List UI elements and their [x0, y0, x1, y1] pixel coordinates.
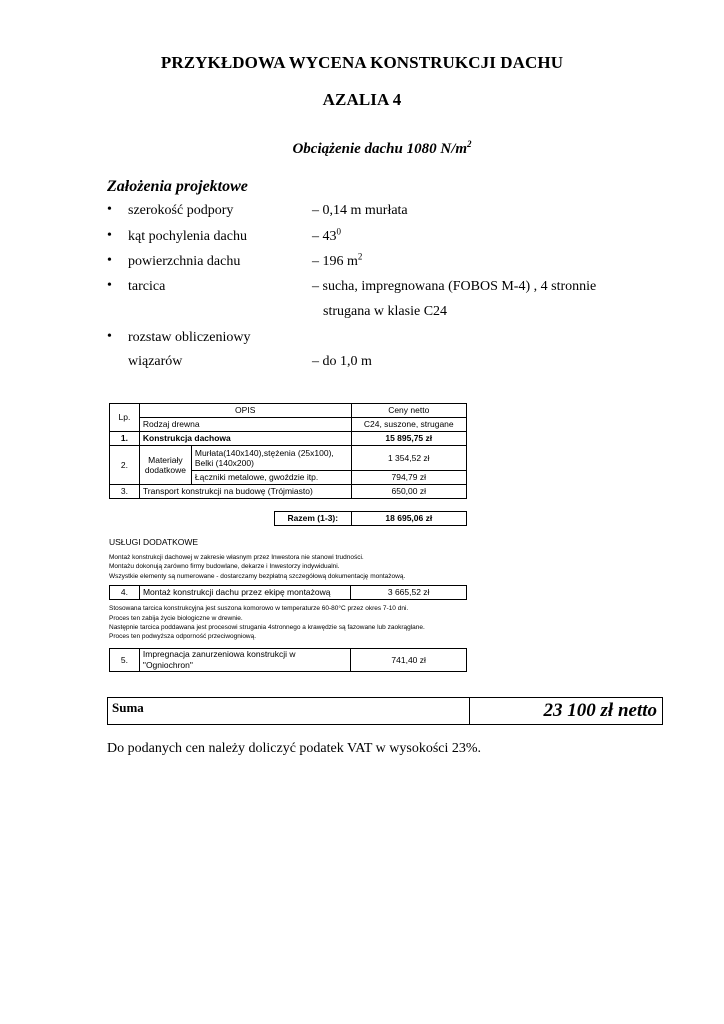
assumption-label: szerokość podpory: [128, 203, 234, 218]
table-row: [110, 586, 467, 600]
row-opis: Transport konstrukcji na budowę (Trójmiasto): [139, 485, 351, 499]
col-header-lp: Lp.: [110, 404, 140, 432]
row-opis: Murłata(140x140),stężenia (25x100), Belki (140x200): [191, 446, 351, 471]
summary-divider: [469, 698, 470, 724]
summary-value: 23 100 zł netto: [543, 700, 657, 721]
row-opis: Konstrukcja dachowa: [139, 432, 351, 446]
assumption-label: kąt pochylenia dachu: [128, 229, 247, 244]
assumption-label-continued: wiązarów: [128, 354, 183, 369]
row-lp: 5.: [110, 649, 140, 672]
row-lp: 3.: [110, 485, 140, 499]
bullet-icon: •: [107, 329, 112, 344]
wood-value: C24, suszone, strugane: [351, 418, 467, 432]
note-line: Następnie tarcica poddawana jest procesowi strugania 4stronnego a krawędzie są fazowane lub zaokrąglane.: [109, 624, 425, 631]
assumption-value-text: – 196 m: [312, 254, 358, 269]
bullet-icon: •: [107, 228, 112, 243]
note-line: Wszystkie elementy są numerowane - dostarczamy bezpłatną szczegółową dokumentację montażową.: [109, 573, 406, 580]
document-title: PRZYKŁDOWA WYCENA KONSTRUKCJI DACHU: [160, 53, 564, 72]
extras-table-row5: [109, 648, 467, 672]
summary-table: [107, 697, 663, 725]
row-lp: 1.: [110, 432, 140, 446]
bullet-icon: •: [107, 202, 112, 217]
assumption-value: [312, 251, 363, 270]
row-price: 15 895,75 zł: [351, 432, 467, 446]
assumption-value-sup: 2: [357, 251, 363, 262]
vat-note: Do podanych cen należy doliczyć podatek VAT w wysokości 23%.: [107, 741, 482, 756]
roof-load-sup: 2: [467, 139, 472, 149]
row-opis: Łączniki metalowe, gwoździe itp.: [191, 471, 351, 485]
row-group: Materiały dodatkowe: [139, 446, 191, 485]
assumption-value-continued: strugana w klasie C24: [323, 304, 448, 319]
assumption-value: – do 1,0 m: [312, 354, 372, 369]
row-opis: Montaż konstrukcji dachu przez ekipę montażową: [139, 586, 350, 600]
row-lp: 2.: [110, 446, 140, 485]
note-line: Proces ten podwyższa odporność przeciwogniową.: [109, 633, 257, 640]
assumption-label: rozstaw obliczeniowy: [128, 330, 251, 345]
roof-load-text: Obciążenie dachu 1080 N/m: [292, 141, 468, 157]
note-line: Montażu dokonują zarówno firmy budowlane, dekarze i Inwestorzy indywidualni.: [109, 563, 340, 570]
subtotal-value: 18 695,06 zł: [351, 512, 466, 526]
assumption-value-sup: 0: [336, 226, 341, 237]
subtotal-table: [274, 511, 467, 526]
row-lp: 4.: [110, 586, 140, 600]
assumption-value: – sucha, impregnowana (FOBOS M-4) , 4 stronnie: [312, 279, 597, 294]
table-header-row: [110, 404, 467, 418]
summary-label: Suma: [112, 700, 144, 715]
roof-load: [0, 141, 724, 158]
assumption-value: [312, 226, 341, 245]
subtotal-label: Razem (1-3):: [275, 512, 352, 526]
row-price: 1 354,52 zł: [351, 446, 467, 471]
table-row: [110, 485, 467, 499]
subtotal-row: [275, 512, 467, 526]
table-row: [110, 446, 467, 471]
assumption-value-text: – 43: [312, 229, 337, 244]
assumption-label: powierzchnia dachu: [128, 254, 241, 269]
table-row: [110, 418, 467, 432]
row-opis: Impregnacja zanurzeniowa konstrukcji w "Ogniochron": [139, 649, 350, 672]
model-name: AZALIA 4: [322, 90, 402, 109]
row-price: 650,00 zł: [351, 485, 467, 499]
wood-label: Rodzaj drewna: [139, 418, 351, 432]
assumption-label: tarcica: [128, 279, 166, 294]
extras-heading: USŁUGI DODATKOWE: [109, 537, 199, 547]
assumption-value: – 0,14 m murłata: [312, 203, 408, 218]
note-line: Stosowana tarcica konstrukcyjna jest suszona komorowo w temperaturze 60-80°C przez okres 7-10 dni.: [109, 605, 409, 612]
note-line: Montaż konstrukcji dachowej w zakresie własnym przez Inwestora nie stanowi trudności.: [109, 554, 364, 561]
table-row: [110, 432, 467, 446]
extras-table-row4: [109, 585, 467, 600]
bullet-icon: •: [107, 253, 112, 268]
col-header-opis: OPIS: [139, 404, 351, 418]
price-table: [109, 403, 467, 499]
row-price: 3 665,52 zł: [351, 586, 467, 600]
note-line: Proces ten zabija życie biologiczne w drewnie.: [109, 615, 243, 622]
table-row: [110, 649, 467, 672]
bullet-icon: •: [107, 278, 112, 293]
row-price: 741,40 zł: [351, 649, 467, 672]
row-price: 794,79 zł: [351, 471, 467, 485]
assumptions-heading: Założenia projektowe: [107, 178, 248, 195]
col-header-ceny: Ceny netto: [351, 404, 467, 418]
